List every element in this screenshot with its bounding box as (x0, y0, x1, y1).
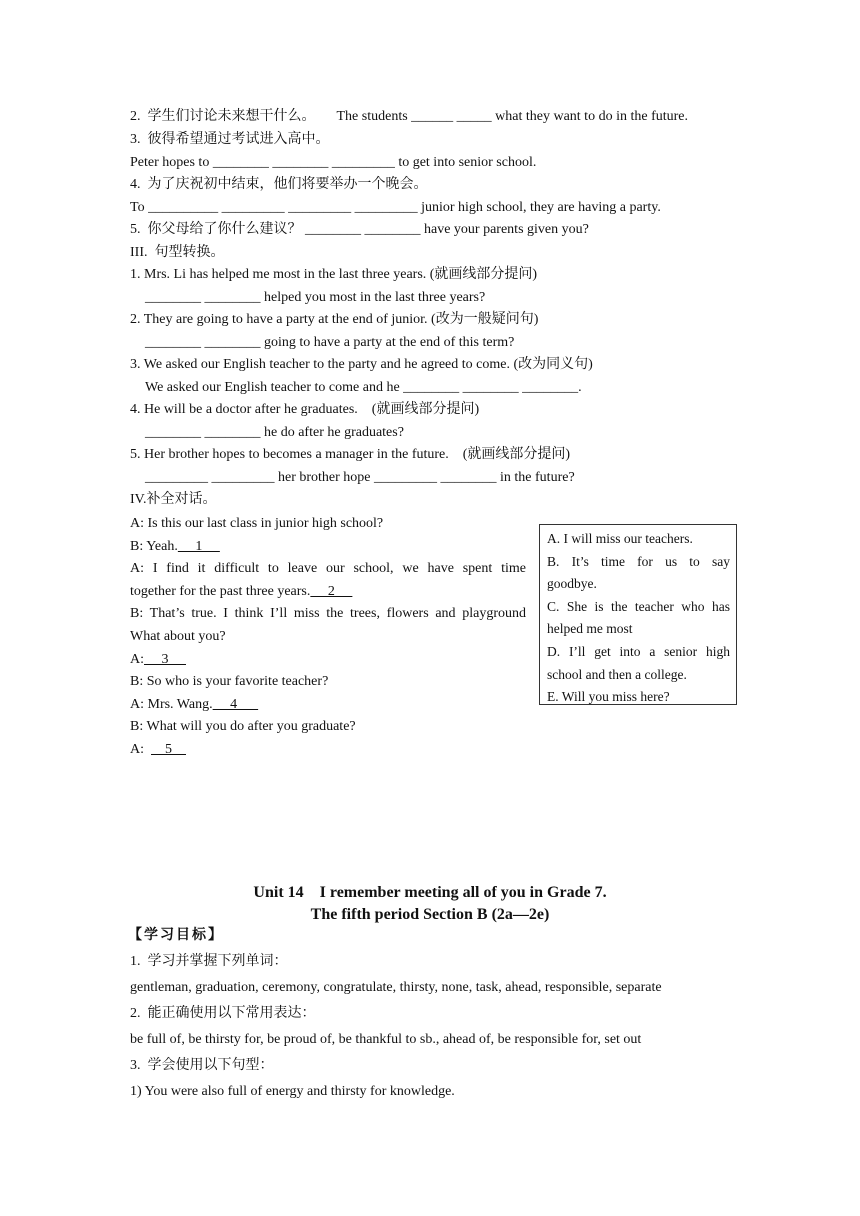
rewrite-q1: 1. Mrs. Li has helped me most in the last three years. (就画线部分提问) (130, 267, 538, 282)
rewrite-q2: 2. They are going to have a party at the end of junior. (改为一般疑问句) (130, 312, 539, 327)
dialogue-line: A: 5 (130, 741, 186, 757)
option-c: C. She is the teacher who has helped me most (547, 598, 730, 637)
blank-4: 4 (212, 696, 259, 712)
translation-q4-english: To __________ _________ _________ _________ junior high school, they are having a party. (130, 200, 661, 215)
dialogue-line: A: 3 (130, 651, 186, 667)
translation-q3-chinese: 3. 彼得希望通过考试进入高中。 (130, 132, 330, 147)
dialogue-line: B: So who is your favorite teacher? (130, 674, 329, 690)
dialogue-line: A: Mrs. Wang. 4 (130, 696, 259, 712)
translation-q2: 2. 学生们讨论未来想干什么。 The students ______ _____ what they want to do in the future. (130, 109, 688, 124)
section4-heading: IV.补全对话。 (130, 492, 217, 507)
unit-title: Unit 14 I remember meeting all of you in Grade 7. (253, 884, 607, 901)
rewrite-a1: ________ ________ helped you most in the last three years? (145, 290, 486, 305)
option-d: D. I’ll get into a senior high school and then a college. (547, 643, 730, 682)
unit-subtitle: The fifth period Section B (2a—2e) (310, 906, 550, 923)
dialogue-line: A: Is this our last class in junior high school? (130, 516, 384, 531)
blank-1: 1 (177, 538, 220, 554)
dialogue-line: together for the past three years. 2 (130, 583, 353, 599)
rewrite-a4: ________ ________ he do after he graduates? (145, 425, 404, 440)
dialogue (130, 513, 526, 762)
objective-1-words: gentleman, graduation, ceremony, congratulate, thirsty, none, task, ahead, responsible, separate (130, 980, 662, 995)
dialogue-line: B: Yeah. 1 (130, 538, 220, 554)
rewrite-q5: 5. Her brother hopes to becomes a manager in the future. (就画线部分提问) (130, 447, 571, 462)
objective-1-label: 1. 学习并掌握下列单词： (130, 954, 288, 969)
option-e: E. Will you miss here? (547, 689, 670, 705)
objective-2-phrases: be full of, be thirsty for, be proud of, be thankful to sb., ahead of, be responsible for, set out (130, 1032, 642, 1047)
dialogue-line: A: I find it difficult to leave our school, we have spent time (130, 561, 526, 577)
dialogue-line: B: What will you do after you graduate? (130, 719, 356, 735)
rewrite-q4: 4. He will be a doctor after he graduates. (就画线部分提问) (130, 402, 480, 417)
rewrite-a2: ________ ________ going to have a party at the end of this term? (145, 335, 515, 350)
blank-3: 3 (144, 651, 186, 667)
dialogue-line: What about you? (130, 628, 226, 644)
blank-2: 2 (310, 583, 353, 599)
rewrite-a5: _________ _________ her brother hope _________ ________ in the future? (145, 470, 575, 485)
translation-q3-english: Peter hopes to ________ ________ _________ to get into senior school. (130, 155, 537, 170)
dialogue-line: B: That’s true. I think I’ll miss the trees, flowers and playground (130, 606, 526, 622)
option-b: B. It’s time for us to say goodbye. (547, 553, 730, 592)
objectives-heading: 【学习目标】 (128, 928, 224, 943)
translation-q5: 5. 你父母给了你什么建议？ ________ ________ have your parents given you? (130, 222, 589, 237)
objective-3-sentence: 1) You were also full of energy and thirsty for knowledge. (130, 1084, 455, 1099)
option-a: A. I will miss our teachers. (547, 531, 693, 546)
translation-q4-chinese: 4. 为了庆祝初中结束，他们将要举办一个晚会。 (130, 177, 428, 192)
rewrite-a3: We asked our English teacher to come and he ________ ________ ________. (145, 380, 582, 395)
blank-5: 5 (151, 741, 186, 757)
objective-2-label: 2. 能正确使用以下常用表达： (130, 1006, 316, 1021)
section3-heading: III. 句型转换。 (130, 245, 225, 260)
rewrite-q3: 3. We asked our English teacher to the party and he agreed to come. (改为同义句) (130, 357, 593, 372)
options-box (539, 524, 737, 705)
objective-3-label: 3. 学会使用以下句型： (130, 1058, 274, 1073)
